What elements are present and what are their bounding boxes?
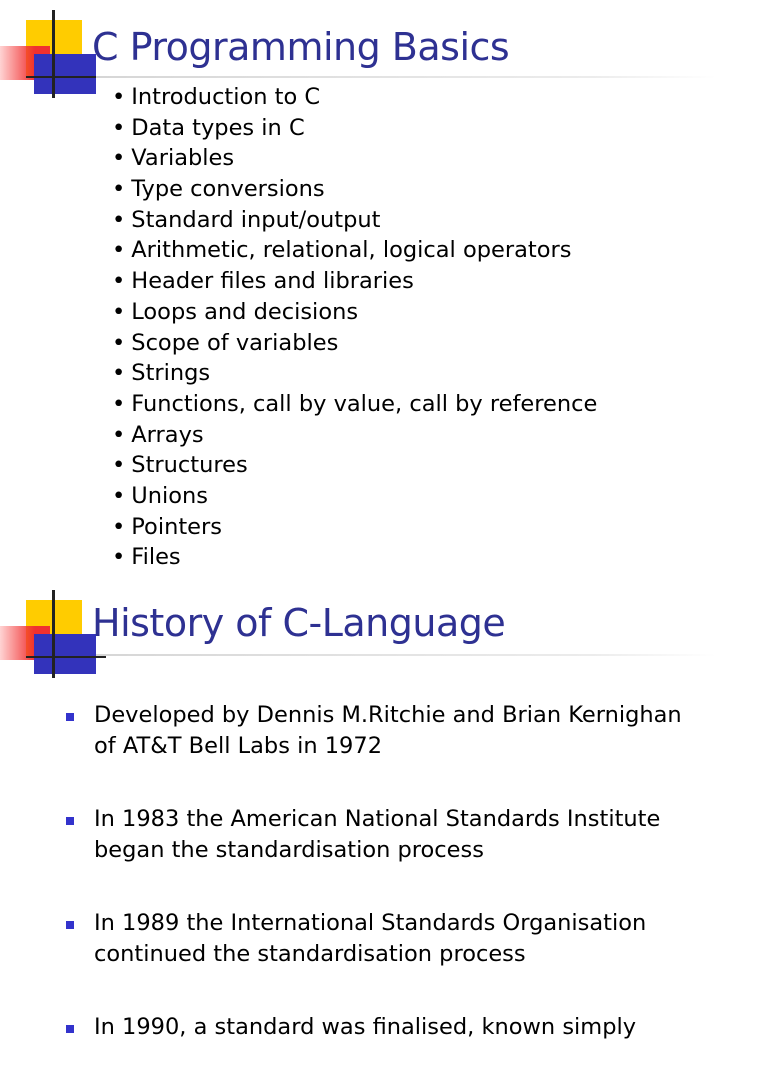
topic-text: Unions	[131, 482, 209, 509]
logo-horizontal-line	[26, 656, 106, 658]
history-item	[66, 1012, 726, 1043]
topic-item	[112, 328, 597, 359]
topic-item	[112, 420, 597, 451]
topic-item	[112, 113, 597, 144]
topic-text: Loops and decisions	[131, 298, 359, 325]
square-bullet-icon	[66, 817, 74, 825]
topic-item	[112, 389, 597, 420]
bullet-dot-icon: •	[112, 329, 126, 356]
bullet-dot-icon: •	[112, 452, 126, 479]
topic-item	[112, 542, 597, 573]
history-text-line: In 1983 the American National Standards Institute	[94, 806, 661, 832]
history-item	[66, 804, 726, 866]
topic-text: Type conversions	[131, 176, 325, 203]
corner-logo-graphic	[0, 580, 100, 680]
bullet-dot-icon: •	[112, 298, 126, 325]
history-item	[66, 700, 726, 762]
corner-logo-graphic	[0, 0, 100, 100]
topic-item	[112, 174, 597, 205]
topic-item	[112, 143, 597, 174]
topic-text: Pointers	[131, 513, 222, 540]
slide-history-of-c	[0, 580, 768, 1040]
topic-item	[112, 235, 597, 266]
history-text-line: In 1990, a standard was finalised, known simply	[94, 1014, 637, 1040]
topic-text: Files	[131, 544, 181, 571]
topic-text: Header files and libraries	[131, 268, 414, 295]
topic-item	[112, 297, 597, 328]
bullet-dot-icon: •	[112, 360, 126, 387]
title-underline	[96, 76, 716, 78]
history-item	[66, 908, 726, 970]
history-text-line: began the standardisation process	[94, 837, 484, 863]
square-bullet-icon	[66, 921, 74, 929]
bullet-dot-icon: •	[112, 390, 126, 417]
bullet-dot-icon: •	[112, 145, 126, 172]
topic-text: Arrays	[131, 421, 204, 448]
topic-item	[112, 481, 597, 512]
topic-item	[112, 450, 597, 481]
history-text-line: of AT&T Bell Labs in 1972	[94, 733, 383, 759]
history-list	[66, 700, 726, 1085]
topic-text: Arithmetic, relational, logical operators	[131, 237, 572, 264]
square-bullet-icon	[66, 713, 74, 721]
history-text-line: Developed by Dennis M.Ritchie and Brian Kernighan	[94, 702, 682, 728]
bullet-dot-icon: •	[112, 421, 126, 448]
square-bullet-icon	[66, 1025, 74, 1033]
topic-list	[112, 82, 597, 573]
bullet-dot-icon: •	[112, 237, 126, 264]
topic-text: Data types in C	[131, 114, 305, 141]
topic-text: Structures	[131, 452, 248, 479]
bullet-dot-icon: •	[112, 206, 126, 233]
history-text-line: In 1989 the International Standards Organisation	[94, 910, 647, 936]
topic-item	[112, 358, 597, 389]
bullet-dot-icon: •	[112, 114, 126, 141]
topic-text: Scope of variables	[131, 329, 339, 356]
bullet-dot-icon: •	[112, 513, 126, 540]
topic-item	[112, 266, 597, 297]
bullet-dot-icon: •	[112, 176, 126, 203]
logo-horizontal-line	[26, 76, 106, 78]
logo-vertical-line	[52, 590, 55, 678]
topic-item	[112, 205, 597, 236]
topic-text: Strings	[131, 360, 211, 387]
bullet-dot-icon: •	[112, 482, 126, 509]
topic-text: Variables	[131, 145, 235, 172]
logo-blue-square	[34, 54, 96, 94]
bullet-dot-icon: •	[112, 544, 126, 571]
logo-blue-square	[34, 634, 96, 674]
title-underline	[96, 654, 716, 656]
logo-vertical-line	[52, 10, 55, 98]
slide-title: History of C-Language	[92, 601, 506, 645]
slide-title: C Programming Basics	[92, 25, 510, 69]
topic-text: Functions, call by value, call by reference	[131, 390, 598, 417]
topic-text: Standard input/output	[131, 206, 381, 233]
topic-item	[112, 512, 597, 543]
bullet-dot-icon: •	[112, 268, 126, 295]
history-text-line: continued the standardisation process	[94, 941, 526, 967]
topic-text: Introduction to C	[131, 84, 321, 110]
topic-item	[112, 82, 597, 113]
bullet-dot-icon: •	[112, 84, 126, 110]
